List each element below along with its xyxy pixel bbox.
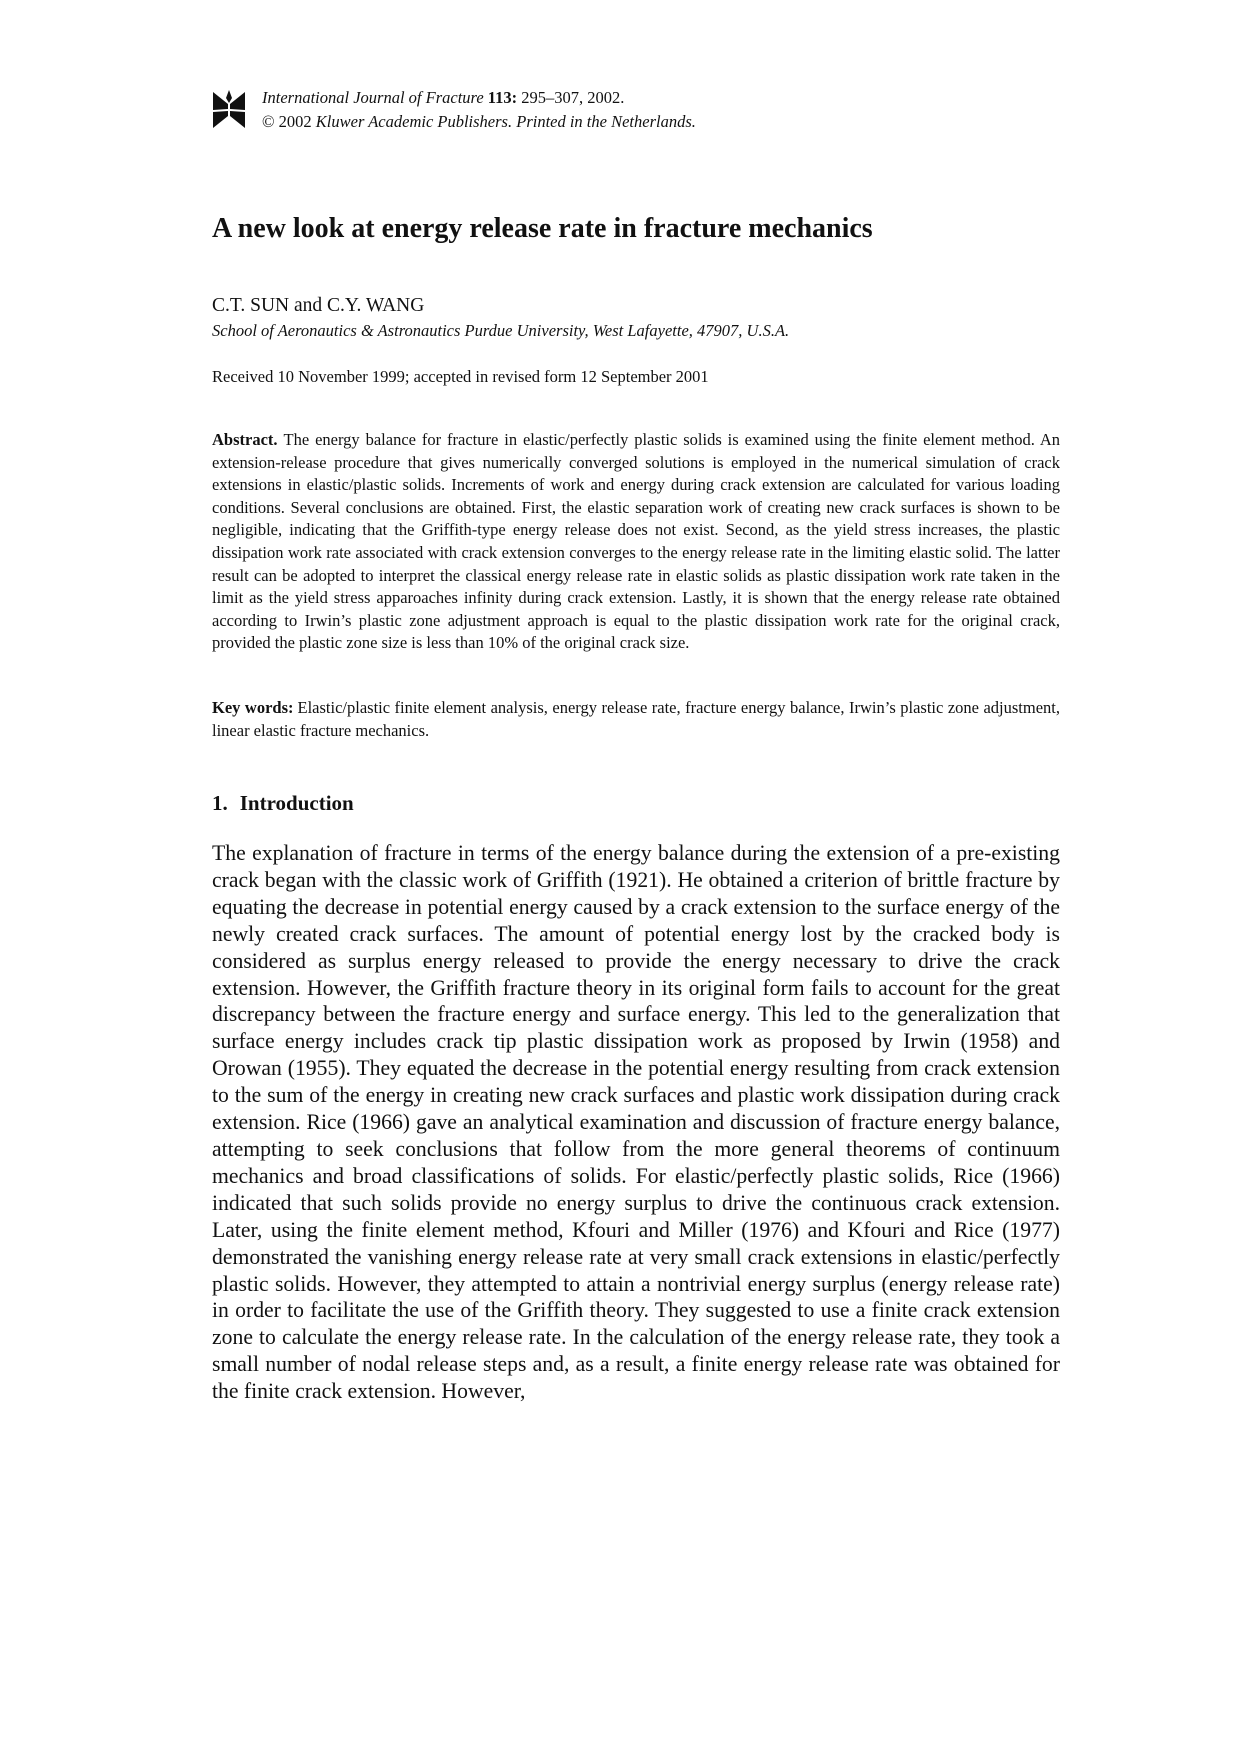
journal-header [212, 86, 1060, 136]
section-number: 1. [212, 791, 228, 815]
publisher-name: Kluwer Academic Publishers. [315, 112, 513, 131]
introduction-body: The explanation of fracture in terms of the energy balance during the extension of a pre-existing crack began with the classic work of Griffith (1921). He obtained a criterion of brittle fracture by equating the decrease in potential energy caused by a crack extension to the surface energy of the newly created crack surfaces. The amount of potential energy lost by the cracked body is considered as surplus energy released to provide the energy necessary to drive the crack extension. However, the Griffith fracture theory in its original form fails to account for the great discrepancy between the fracture energy and surface energy. This led to the generalization that surface energy includes crack tip plastic dissipation work as proposed by Irwin (1958) and Orowan (1955). They equated the decrease in the potential energy resulting from crack extension to the sum of the energy in creating new crack surfaces and plastic work dissipation during crack extension. Rice (1966) gave an analytical examination and discussion of fracture energy balance, attempting to seek conclusions that follow from the more general theorems of continuum mechanics and broad classifications of solids. For elastic/perfectly plastic solids, Rice (1966) indicated that such solids provide no energy surplus to drive the continuous crack extension. Later, using the finite element method, Kfouri and Miller (1976) and Kfouri and Rice (1977) demonstrated the vanishing energy release rate at very small crack extensions in elastic/perfectly plastic solids. However, they attempted to attain a nontrivial energy surplus (energy release rate) in order to facilitate the use of the Griffith theory. They suggested to use a finite crack extension zone to calculate the energy release rate. In the calculation of the energy release rate, they took a small number of nodal release steps and, as a result, a finite energy release rate was obtained for the finite crack extension. However, [212, 841, 1060, 1404]
journal-line-2 [262, 110, 696, 134]
article-authors: C.T. SUN and C.Y. WANG [212, 295, 425, 316]
article-title: A new look at energy release rate in fracture mechanics [212, 213, 873, 244]
journal-line-1 [262, 86, 696, 110]
kluwer-logo-icon [212, 90, 246, 130]
copyright-symbol: © [262, 112, 275, 131]
abstract-text: The energy balance for fracture in elastic/perfectly plastic solids is examined using the finite element method. An extension-release procedure that gives numerically converged solutions is employed in the numerical simulation of crack extensions in elastic/plastic solids. Increments of work and energy during crack extension are calculated for various loading conditions. Several conclusions are obtained. First, the elastic separation work of creating new crack surfaces is shown to be negligible, indicating that the Griffith-type energy release does not exist. Second, as the yield stress increases, the plastic dissipation work rate associated with crack extension converges to the energy release rate in the limiting elastic solid. The latter result can be adopted to interpret the classical energy release rate in elastic solids as plastic dissipation work rate taken in the limit as the yield stress apparoaches infinity during crack extension. Lastly, it is shown that the energy release rate obtained according to Irwin’s plastic zone adjustment approach is equal to the plastic dissipation work rate for the original crack, provided the plastic zone size is less than 10% of the original crack size. [212, 430, 1060, 653]
section-heading-introduction [212, 790, 354, 816]
received-dates: Received 10 November 1999; accepted in revised form 12 September 2001 [212, 367, 709, 386]
section-title: Introduction [239, 791, 354, 815]
journal-citation [262, 86, 696, 134]
printed-location: Printed in the Netherlands. [516, 112, 696, 131]
journal-volume: 113: [487, 88, 518, 107]
author-affiliation: School of Aeronautics & Astronautics Purdue University, West Lafayette, 47907, U.S.A. [212, 321, 790, 340]
abstract [212, 429, 1060, 655]
journal-pages-year: 295–307, 2002. [521, 88, 625, 107]
keywords-label: Key words: [212, 698, 294, 717]
keywords [212, 697, 1060, 742]
journal-name: International Journal of Fracture [262, 88, 484, 107]
abstract-label: Abstract. [212, 430, 278, 449]
keywords-text: Elastic/plastic finite element analysis, energy release rate, fracture energy balance, Irwin’s plastic zone adjustment, linear elastic fracture mechanics. [212, 698, 1060, 740]
copyright-year: 2002 [278, 112, 312, 131]
